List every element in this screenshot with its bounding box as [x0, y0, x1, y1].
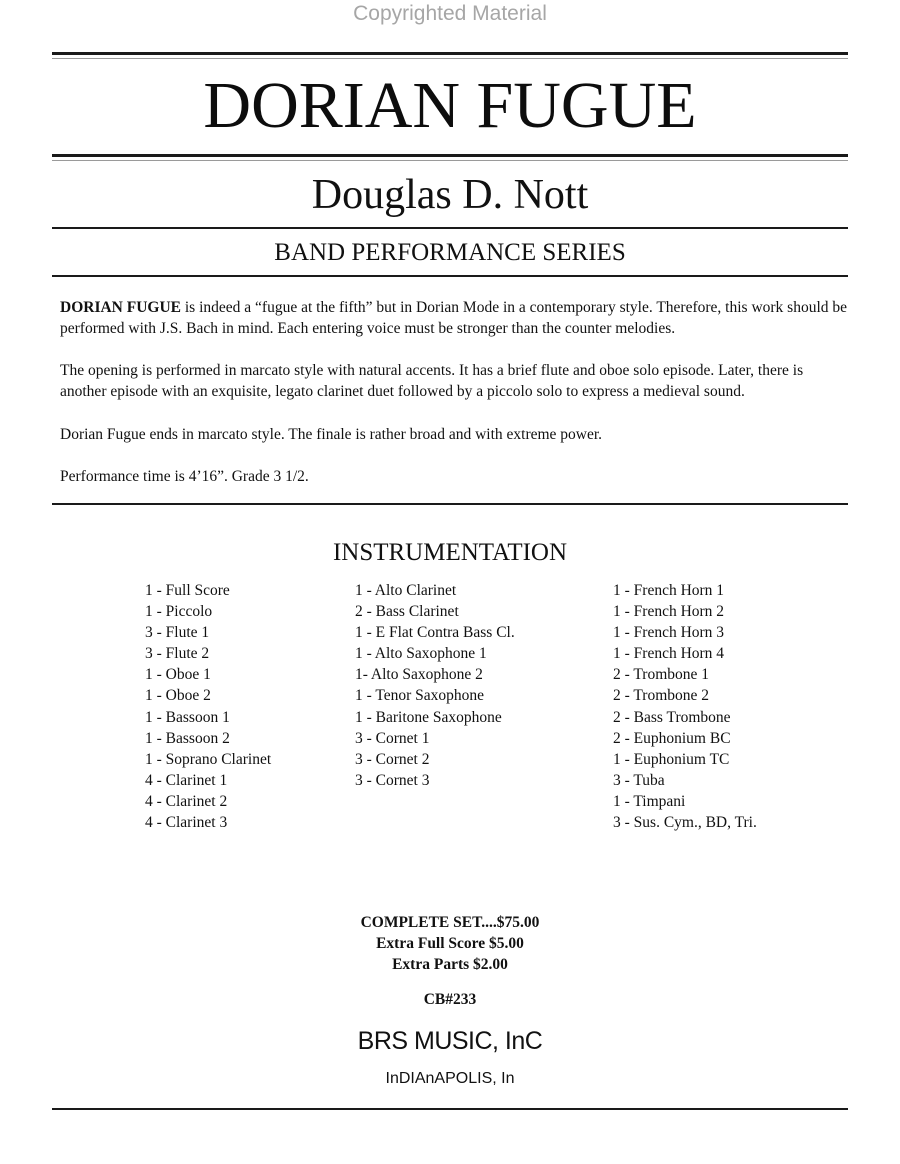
divider — [52, 52, 848, 55]
instrument-item: 1 - Tenor Saxophone — [355, 687, 485, 705]
instrument-item: 1 - Bassoon 2 — [145, 729, 230, 747]
instrument-item: 2 - Trombone 2 — [613, 687, 710, 705]
description-text: is indeed a “fugue at the fifth” but in Dorian Mode in a contemporary style. Therefore, this work should be performed with J.S. Bach in mind. Each entering voice must be stronger than the counter melodies. — [60, 299, 848, 337]
instrument-item: 2 - Bass Trombone — [613, 708, 731, 726]
divider — [52, 1108, 848, 1110]
instrument-column-3 — [613, 580, 757, 833]
instrument-item: 1 - Euphonium TC — [613, 750, 730, 768]
instrument-item: 1 - Alto Clarinet — [355, 582, 457, 599]
publisher-name: BRS MUSIC, InC — [357, 1027, 543, 1055]
extra-score-price: Extra Full Score $5.00 — [376, 935, 524, 952]
instrument-item: 3 - Cornet 3 — [355, 771, 430, 789]
description-paragraph-2: The opening is performed in marcato style with natural accents. It has a brief flute and oboe solo episode. Later, there is another episode with an exquisite, legato clarinet duet followed by a piccolo solo to express a medieval sound. — [60, 362, 804, 400]
series-name: BAND PERFORMANCE SERIES — [274, 239, 626, 266]
instrument-item: 4 - Clarinet 3 — [145, 814, 228, 832]
instrument-item: 1 - E Flat Contra Bass Cl. — [355, 624, 515, 642]
instrument-item: 3 - Tuba — [613, 771, 665, 789]
page-title: DORIAN FUGUE — [203, 69, 697, 142]
instrument-item: 2 - Bass Clarinet — [355, 603, 459, 621]
extra-parts-price: Extra Parts $2.00 — [392, 956, 508, 973]
instrument-item: 1 - French Horn 4 — [613, 645, 725, 663]
composer-name: Douglas D. Nott — [311, 172, 589, 218]
instrument-item: 4 - Clarinet 2 — [145, 792, 228, 810]
instrument-column-2 — [355, 580, 515, 791]
instrument-item: 1 - Oboe 1 — [145, 666, 211, 684]
instrument-item: 1 - Timpani — [613, 792, 686, 810]
divider — [52, 275, 848, 277]
instrument-item: 1 - French Horn 1 — [613, 582, 725, 599]
instrument-item: 3 - Cornet 2 — [355, 750, 430, 768]
instrument-item: 2 - Trombone 1 — [613, 666, 710, 684]
description-paragraph-4: Performance time is 4’16”. Grade 3 1/2. — [60, 468, 309, 485]
description-paragraph-3: Dorian Fugue ends in marcato style. The finale is rather broad and with extreme power. — [60, 426, 603, 443]
instrument-column-1 — [145, 580, 271, 833]
divider — [52, 227, 848, 229]
instrument-item: 1 - Soprano Clarinet — [145, 750, 272, 768]
instrumentation-heading: INSTRUMENTATION — [332, 539, 568, 566]
instrument-item: 1 - Oboe 2 — [145, 687, 211, 705]
instrument-item: 1 - Piccolo — [145, 603, 213, 621]
instrument-item: 1- Alto Saxophone 2 — [355, 666, 483, 684]
catalog-number: CB#233 — [423, 991, 477, 1008]
divider — [52, 58, 848, 59]
description-title-bold: DORIAN FUGUE — [60, 299, 181, 316]
instrument-item: 1 - French Horn 3 — [613, 624, 725, 642]
publisher-city: InDIAnAPOLIS, In — [385, 1070, 515, 1087]
divider — [52, 154, 848, 157]
instrument-item: 3 - Sus. Cym., BD, Tri. — [613, 814, 757, 832]
instrument-item: 3 - Flute 1 — [145, 624, 210, 642]
divider — [52, 160, 848, 161]
instrument-item: 4 - Clarinet 1 — [145, 771, 228, 789]
instrument-item: 1 - Baritone Saxophone — [355, 708, 502, 726]
instrument-item: 1 - Bassoon 1 — [145, 708, 230, 726]
divider — [52, 503, 848, 505]
instrument-item: 1 - Full Score — [145, 582, 230, 599]
instrument-item: 2 - Euphonium BC — [613, 729, 731, 747]
instrument-item: 1 - Alto Saxophone 1 — [355, 645, 487, 663]
instrument-item: 3 - Cornet 1 — [355, 729, 430, 747]
instrument-item: 1 - French Horn 2 — [613, 603, 725, 621]
pricing-block — [0, 912, 900, 975]
complete-set-price: COMPLETE SET....$75.00 — [360, 914, 540, 931]
instrument-item: 3 - Flute 2 — [145, 645, 210, 663]
watermark: Copyrighted Material — [353, 2, 547, 25]
description-paragraph-1 — [60, 297, 850, 339]
